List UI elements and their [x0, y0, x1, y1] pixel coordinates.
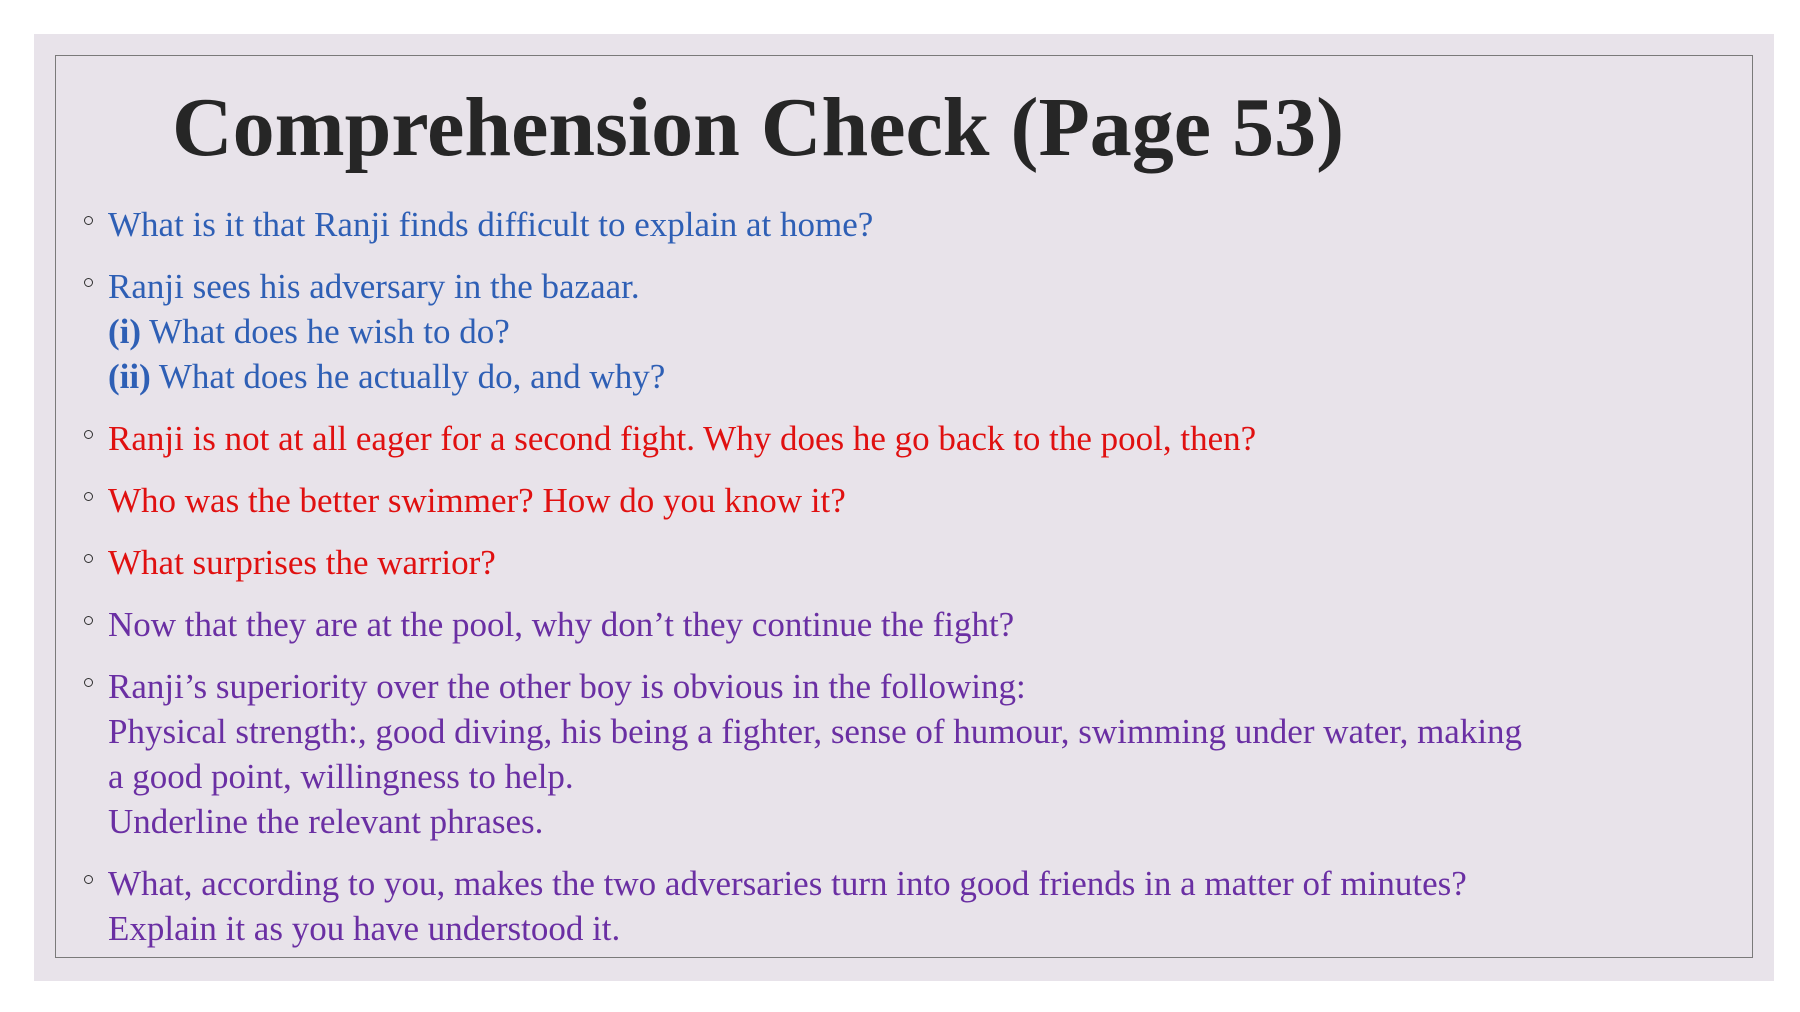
sub-text: What does he wish to do? — [149, 312, 510, 351]
bullet-icon — [84, 678, 93, 687]
question-line: What surprises the warrior? — [108, 543, 496, 582]
question-7 — [84, 664, 1754, 844]
bullet-icon — [84, 554, 93, 563]
question-5 — [84, 540, 1754, 585]
question-line: a good point, willingness to help. — [108, 757, 574, 796]
question-1 — [84, 202, 1754, 247]
sub-question-i — [108, 309, 1754, 354]
question-line: Now that they are at the pool, why don’t they continue the fight? — [108, 605, 1015, 644]
bullet-icon — [84, 492, 93, 501]
question-line: Who was the better swimmer? How do you know it? — [108, 481, 846, 520]
question-2 — [84, 264, 1754, 399]
question-3 — [84, 416, 1754, 461]
question-line: Physical strength:, good diving, his being a fighter, sense of humour, swimming under water, making — [108, 712, 1523, 751]
sub-text: What does he actually do, and why? — [158, 357, 666, 396]
bullet-icon — [84, 875, 93, 884]
question-line: Ranji sees his adversary in the bazaar. — [108, 267, 640, 306]
question-4 — [84, 478, 1754, 523]
bullet-icon — [84, 216, 93, 225]
question-8 — [84, 861, 1754, 951]
sub-marker: (ii) — [108, 357, 151, 396]
question-list — [84, 202, 1754, 968]
bullet-icon — [84, 430, 93, 439]
question-line: Explain it as you have understood it. — [108, 909, 621, 948]
question-6 — [84, 602, 1754, 647]
bullet-icon — [84, 616, 93, 625]
sub-marker: (i) — [108, 312, 142, 351]
question-line: What is it that Ranji finds difficult to explain at home? — [108, 205, 874, 244]
question-line: Ranji is not at all eager for a second fight. Why does he go back to the pool, then? — [108, 419, 1257, 458]
slide-title: Comprehension Check (Page 53) — [172, 81, 1345, 174]
question-line: Ranji’s superiority over the other boy is obvious in the following: — [108, 667, 1026, 706]
sub-question-ii — [108, 354, 1754, 399]
question-line: Underline the relevant phrases. — [108, 802, 544, 841]
question-line: What, according to you, makes the two adversaries turn into good friends in a matter of minutes? — [108, 864, 1467, 903]
slide — [34, 34, 1774, 981]
bullet-icon — [84, 278, 93, 287]
